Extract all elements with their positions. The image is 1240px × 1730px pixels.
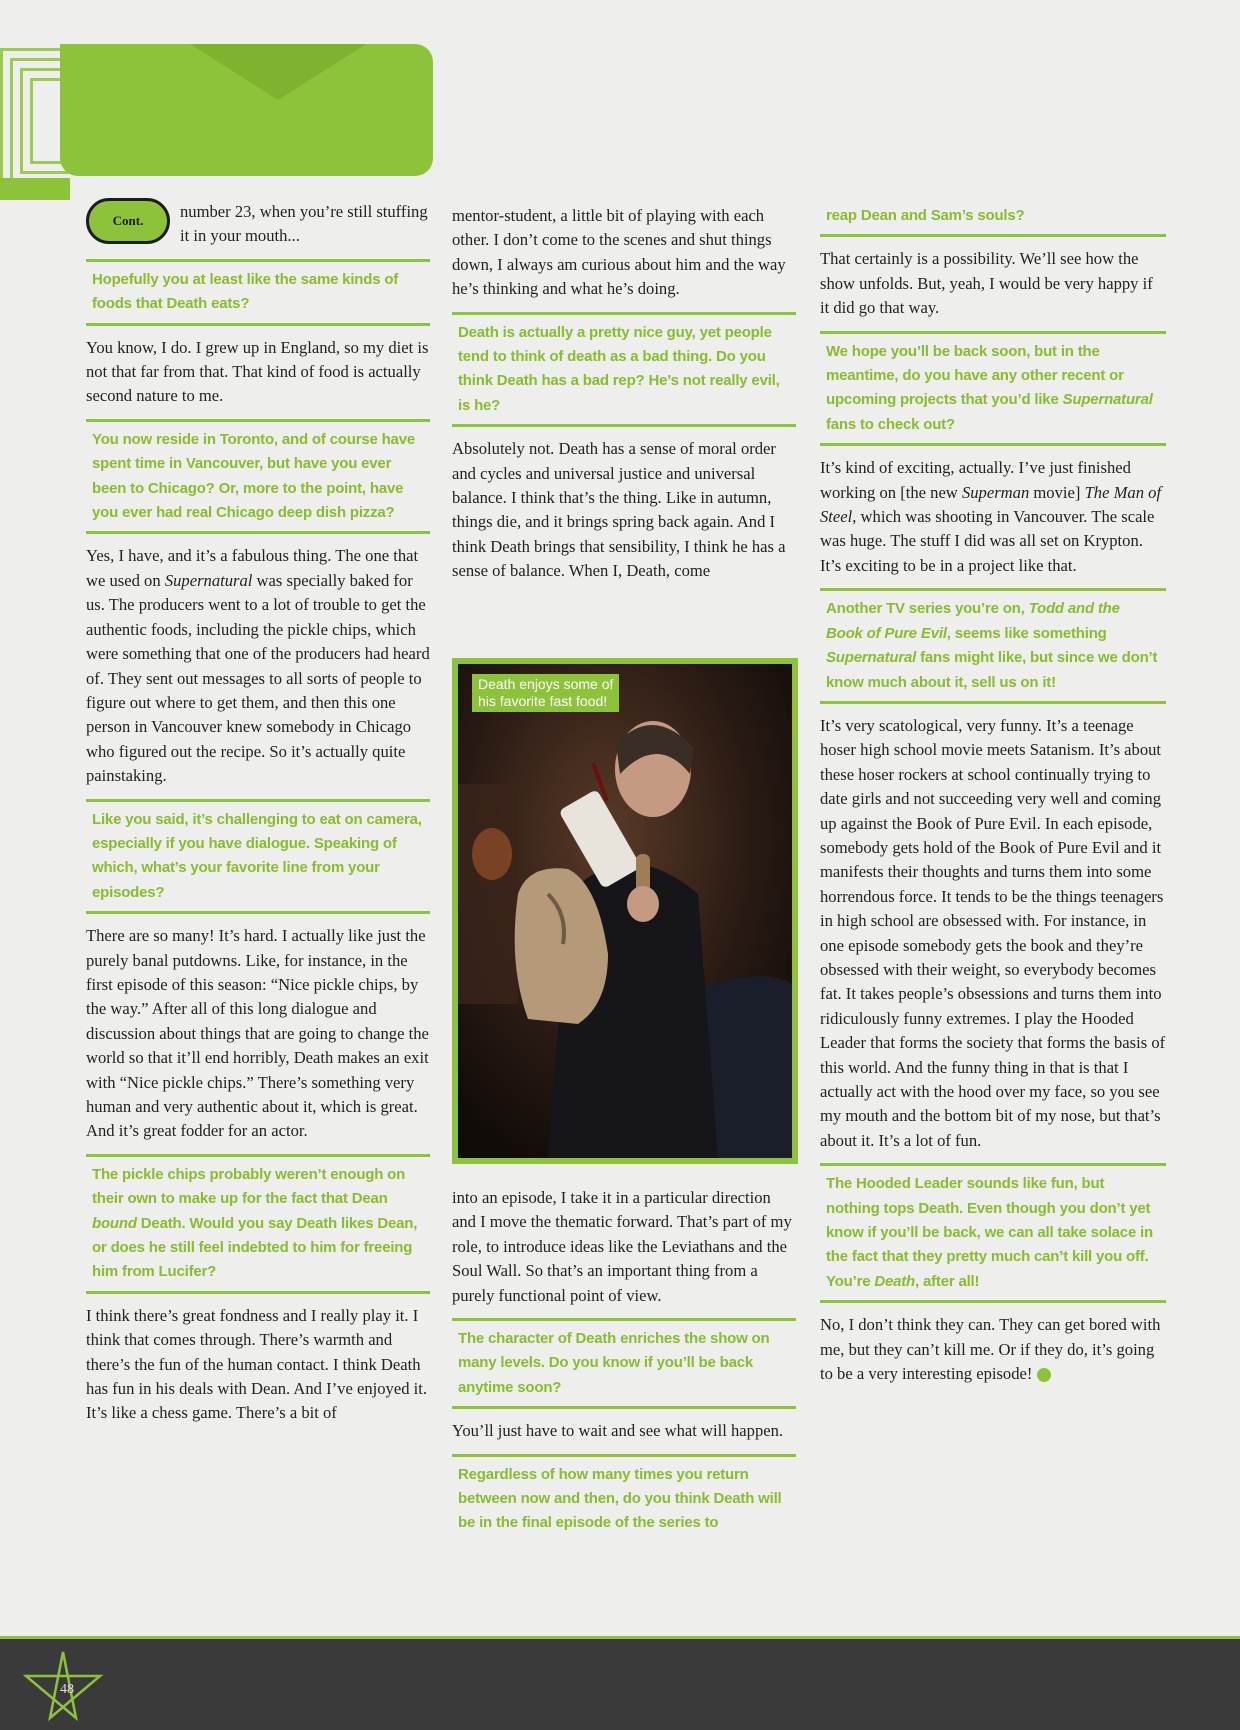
- answer-text: It’s very scatological, very funny. It’s a teenage hoser high school movie meets Satanism. It’s about these hoser rockers at school continually trying to date girls and not succeeding very well and coming up against the Book of Pure Evil. In each episode, somebody gets hold of the Book of Pure Evil and it manifests their thoughts and turns them into some horrendous force. It tends to be the things teenagers in high school are obsessed with. For instance, in one episode somebody gets the book and they’re obsessed with their weight, so everybody becomes fat. It takes people’s obsessions and turns them into ridiculously funny extremes. I play the Hooded Leader that forms the society that forms the basis of this world. And the funny thing in that is that I actually act with the hood over my face, so you see my mouth and the bottom bit of my nose, but that’s about it. It’s a lot of fun.: [820, 715, 1166, 1150]
- question-block: The pickle chips probably weren’t enough on their own to make up for the fact that Dean bound Death. Would you say Death likes Dean, or does he still feel indebted to him for freeing him from Lucifer?: [86, 1154, 430, 1294]
- question-block: The character of Death enriches the show on many levels. Do you know if you’ll be back anytime soon?: [452, 1318, 796, 1409]
- question-block: Another TV series you’re on, Todd and the Book of Pure Evil, seems like something Supernatural fans might like, but since we don’t know much about it, sell us on it!: [820, 588, 1166, 704]
- question-block: Death is actually a pretty nice guy, yet people tend to think of death as a bad thing. Do you think Death has a bad rep? He’s not really evil, is he?: [452, 312, 796, 428]
- death-photo-illustration: [458, 664, 792, 1158]
- column-1: [86, 200, 430, 1426]
- death-photo: [458, 664, 792, 1158]
- end-mark-icon: [1037, 1368, 1051, 1382]
- answer-text: You’ll just have to wait and see what will happen.: [452, 1421, 784, 1441]
- column-2-continued: [452, 1186, 796, 1552]
- question-block: Regardless of how many times you return between now and then, do you think Death will be in the final episode of the series to: [452, 1454, 796, 1542]
- column-2: [452, 204, 796, 584]
- question-block: Hopefully you at least like the same kinds of foods that Death eats?: [86, 259, 430, 326]
- question-block: We hope you’ll be back soon, but in the meantime, do you have any other recent or upcoming projects that you’d like Supernatural fans to check out?: [820, 331, 1166, 447]
- question-block: reap Dean and Sam’s souls?: [820, 198, 1166, 237]
- answer-text: I think there’s great fondness and I really play it. I think that comes through. There’s warmth and there’s the fun of the human contact. I think Death has fun in his deals with Dean. And I’ve enjoyed it. It’s like a chess game. There’s a bit of: [86, 1305, 428, 1423]
- answer-text: Yes, I have, and it’s a fabulous thing. The one that we used on Supernatural was specially baked for us. The producers went to a lot of trouble to get the authentic foods, including the pickle chips, which were something that one of the producers had heard of. They sent out messages to all sorts of people to figure out where to get them, and then this one person in Vancouver knew somebody in Chicago who figured out the recipe. So it’s actually quite painstaking.: [86, 546, 430, 786]
- column-3: [820, 198, 1166, 1386]
- answer-text: Absolutely not. Death has a sense of moral order and cycles and universal justice and universal balance. I think that’s the thing. Like in autumn, things die, and it brings spring back again. And I think Death brings that sensibility, I think he has a sense of balance. When I, Death, come: [452, 439, 786, 581]
- answer-text: number 23, when you’re still stuffing it in your mouth...: [180, 202, 428, 246]
- answer-text: mentor-student, a little bit of playing with each other. I don’t come to the scenes and shut things down, I always am curious about him and the way he’s thinking and what he’s doing.: [452, 206, 786, 299]
- answer-text: You know, I do. I grew up in England, so my diet is not that far from that. That kind of food is actually second nature to me.: [86, 337, 429, 406]
- question-block: The Hooded Leader sounds like fun, but nothing tops Death. Even though you don’t yet know if you’ll be back, we can all take solace in the fact that they pretty much can’t kill you off. You’re Death, after all!: [820, 1163, 1166, 1303]
- photo-frame: [452, 658, 798, 1164]
- footer-line: [0, 1636, 1240, 1639]
- answer-text: into an episode, I take it in a particular direction and I move the thematic forward. That’s part of my role, to introduce ideas like the Leviathans and the Soul Wall. So that’s an important thing from a purely functional point of view.: [452, 1188, 792, 1305]
- header-notch-decoration: [190, 44, 366, 100]
- answer-text: That certainly is a possibility. We’ll see how the show unfolds. But, yeah, I would be very happy if it did go that way.: [820, 249, 1153, 318]
- continued-badge-label: Cont.: [112, 213, 144, 228]
- corner-band-decoration: [0, 178, 70, 200]
- answer-text: It’s kind of exciting, actually. I’ve just finished working on [the new Superman movie] The Man of Steel, which was shooting in Vancouver. The scale was huge. The stuff I did was all set on Krypton. It’s exciting to be in a project like that.: [820, 458, 1162, 575]
- answer-text: No, I don’t think they can. They can get bored with me, but they can’t kill me. Or if they do, it’s going to be a very interesting episode!: [820, 1315, 1161, 1384]
- page-number: 48: [60, 1682, 74, 1697]
- page-footer: [0, 1636, 1240, 1730]
- question-block: You now reside in Toronto, and of course have spent time in Vancouver, but have you ever been to Chicago? Or, more to the point, have you ever had real Chicago deep dish pizza?: [86, 419, 430, 535]
- question-block: Like you said, it’s challenging to eat on camera, especially if you have dialogue. Speaking of which, what’s your favorite line from your episodes?: [86, 799, 430, 915]
- photo-caption: Death enjoys some of his favorite fast food!: [472, 674, 619, 712]
- answer-text: There are so many! It’s hard. I actually like just the purely banal putdowns. Like, for instance, in the first episode of this season: “Nice pickle chips, by the way.” After all of this long dialogue and discussion about things that are going to change the world so that it’ll end horribly, Death makes an exit with “Nice pickle chips.” There’s something very human and very authentic about it, which is great. And it’s great fodder for an actor.: [86, 926, 429, 1141]
